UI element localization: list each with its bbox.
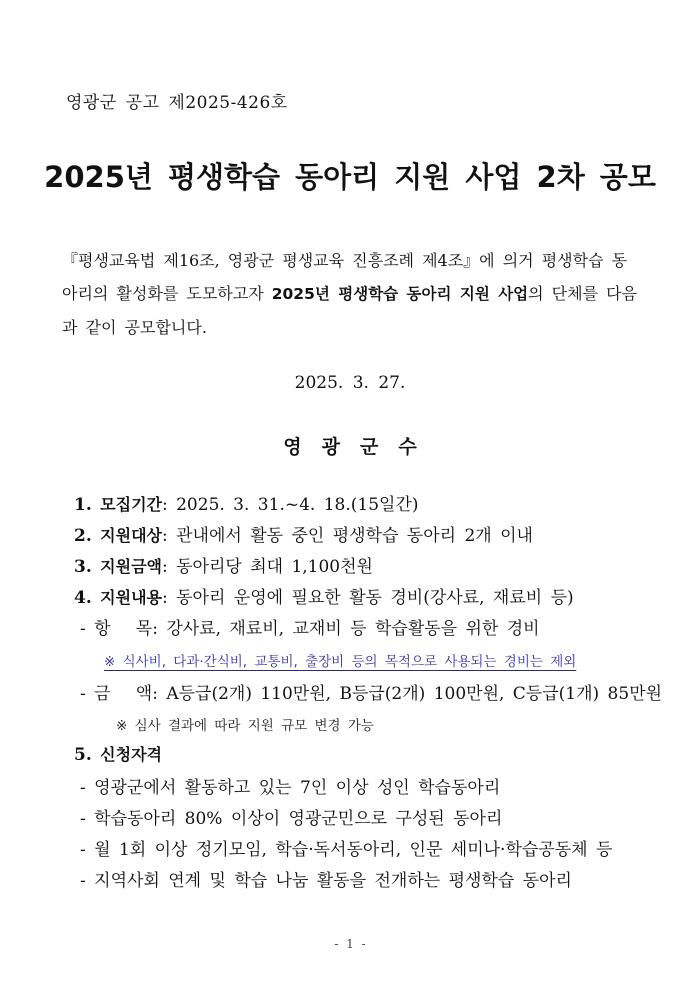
document-title: 2025년 평생학습 동아리 지원 사업 2차 공모	[44, 160, 656, 194]
section-amount	[74, 552, 373, 577]
section-number: 3.	[74, 557, 92, 577]
notice-date: 2025. 3. 27.	[294, 373, 406, 393]
eligibility-item: - 영광군에서 활동하고 있는 7인 이상 성인 학습동아리	[80, 778, 501, 798]
section-label: 지원내용	[100, 588, 162, 607]
section-text: : 관내에서 활동 중인 평생학습 동아리 2개 이내	[161, 526, 533, 546]
section-content	[74, 583, 574, 608]
page-number: - 1 -	[334, 937, 366, 951]
signer: 영광군수	[283, 436, 437, 458]
section-eligibility	[74, 742, 162, 765]
intro-text-2: 의 단체를 다음과 같이 공모합니다.	[62, 284, 638, 337]
section-label: 모집기간	[100, 495, 162, 514]
eligibility-item: - 월 1회 이상 정기모임, 학습·독서동아리, 인문 세미나·학습공동체 등	[80, 840, 613, 860]
intro-bold-program: 2025년 평생학습 동아리 지원 사업	[271, 285, 529, 303]
section-number: 5.	[74, 745, 92, 765]
section-text: : 2025. 3. 31.~4. 18.(15일간)	[161, 495, 419, 515]
eligibility-item: - 학습동아리 80% 이상이 영광군민으로 구성된 동아리	[80, 809, 503, 829]
section-label: 지원금액	[100, 557, 162, 576]
intro-text-1: 『평생교육법 제16조, 영광군 평생교육 진흥조례 제4조』에 의거 평생학습 동아리의 활성화를 도모하고자	[62, 251, 628, 303]
intro-paragraph	[62, 244, 642, 344]
excluded-expenses-note: ※ 식사비, 다과·간식비, 교통비, 출장비 등의 목적으로 사용되는 경비는 제외	[104, 654, 577, 670]
section-label: 신청자격	[100, 745, 162, 764]
support-items-line: - 항 목: 강사료, 재료비, 교재비 등 학습활동을 위한 경비	[80, 619, 540, 639]
notice-number: 영광군 공고 제2025-426호	[66, 93, 288, 113]
section-label: 지원대상	[100, 526, 162, 545]
section-text: : 동아리 운영에 필요한 활동 경비(강사료, 재료비 등)	[161, 588, 574, 608]
eligibility-item: - 지역사회 연계 및 학습 나눔 활동을 전개하는 평생학습 동아리	[80, 871, 572, 891]
support-amount-line: - 금 액: A등급(2개) 110만원, B등급(2개) 100만원, C등급(1개) 85만원	[80, 684, 663, 704]
section-number: 1.	[74, 495, 92, 515]
amount-change-note: ※ 심사 결과에 따라 지원 규모 변경 가능	[116, 718, 374, 734]
section-target	[74, 521, 533, 546]
section-number: 4.	[74, 588, 92, 608]
section-recruitment-period	[74, 490, 419, 515]
section-number: 2.	[74, 526, 92, 546]
section-text: : 동아리당 최대 1,100천원	[161, 557, 373, 577]
